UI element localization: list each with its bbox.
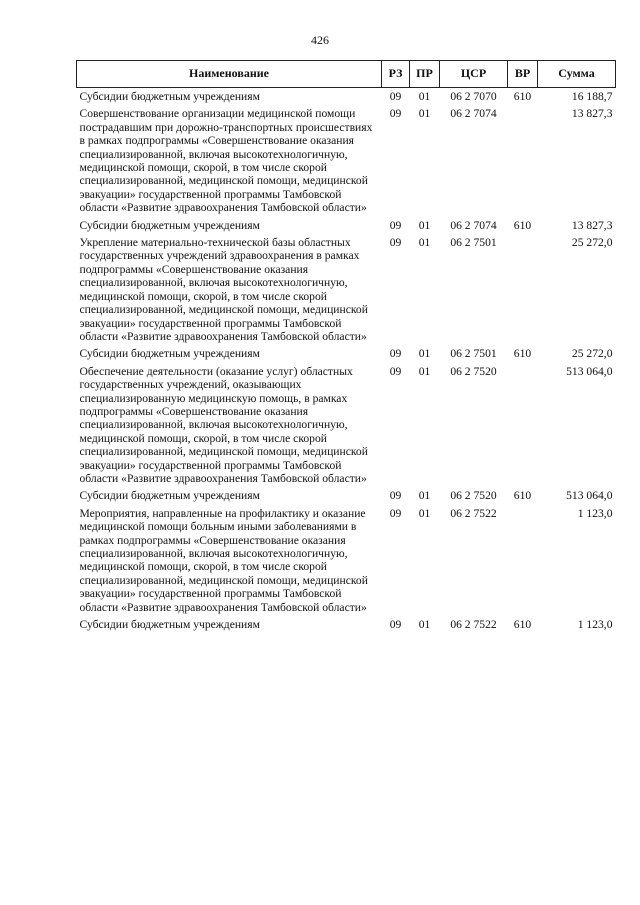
page-number: 426 [311,33,329,47]
row-sum: 13 827,3 [571,218,613,232]
budget-table [76,60,616,633]
row-vr: 610 [513,347,532,361]
table-row [77,363,616,488]
table-row [77,616,616,633]
row-sum: 25 272,0 [571,347,613,361]
row-csr: 06 2 7520 [450,489,497,503]
row-csr: 06 2 7074 [450,218,497,232]
table-header-row [77,61,616,88]
row-sum: 1 123,0 [577,506,613,520]
row-vr [508,363,538,488]
table-row [77,105,616,216]
row-vr: 610 [513,90,532,103]
table-row [77,234,616,345]
row-pr: 01 [418,90,431,103]
row-csr: 06 2 7074 [450,107,497,121]
header-csr: ЦСР [440,61,508,88]
row-name: Субсидии бюджетным учреждениям [79,618,260,632]
row-vr: 610 [513,218,532,232]
table-row [77,217,616,234]
row-pr: 01 [418,618,431,632]
row-pr: 01 [418,236,431,250]
row-pr: 01 [418,107,431,121]
row-rz: 09 [389,347,402,361]
table-row [77,88,616,106]
row-csr: 06 2 7501 [450,236,497,250]
row-rz: 09 [389,107,402,121]
row-vr [508,505,538,616]
header-vr: ВР [508,61,538,88]
header-name: Наименование [77,61,382,88]
row-sum: 13 827,3 [571,107,613,121]
header-pr: ПР [410,61,440,88]
row-vr: 610 [513,618,532,632]
row-name: Субсидии бюджетным учреждениям [79,90,260,103]
row-name: Мероприятия, направленные на профилактику и оказание медицинской помощи больным иными заболеваниями в рамках подпрограммы «Совершенствование оказания специализированной, включая высокотехнологичную, медицинской помощи, скорой, в том числе скорой специализированной, медицинской помощи, медицинской эвакуации» государственной программы Тамбовской области «Развитие здравоохранения Тамбовской области» [79,506,368,614]
row-name: Укрепление материально-технической базы областных государственных учреждений здравоохранения в рамках подпрограммы «Совершенствование оказания специализированной, включая высокотехнологичную, медицинской помощи, скорой, в том числе скорой специализированной, медицинской помощи, медицинской эвакуации» государственной программы Тамбовской области «Развитие здравоохранения Тамбовской области» [79,236,368,343]
row-name: Субсидии бюджетным учреждениям [79,347,260,361]
row-pr: 01 [418,347,431,361]
row-sum: 513 064,0 [566,364,613,378]
table-row [77,345,616,362]
row-rz: 09 [389,218,402,232]
row-pr: 01 [418,364,431,378]
row-rz: 09 [389,364,402,378]
row-csr: 06 2 7070 [450,90,497,103]
row-pr: 01 [418,218,431,232]
row-name: Субсидии бюджетным учреждениям [79,489,260,503]
row-sum: 16 188,7 [571,90,613,103]
row-sum: 25 272,0 [571,236,613,250]
row-rz: 09 [389,90,402,103]
table-row [77,487,616,504]
row-rz: 09 [389,489,402,503]
row-csr: 06 2 7520 [450,364,497,378]
row-name: Субсидии бюджетным учреждениям [79,218,260,232]
table-row [77,505,616,616]
row-pr: 01 [418,489,431,503]
row-name: Совершенствование организации медицинской помощи пострадавшим при дорожно-транспортных происшествиях в рамках подпрограммы «Совершенствование оказания специализированной, включая высокотехнологичную, медицинской помощи, скорой, в том числе скорой специализированной, медицинской помощи, медицинской эвакуации» государственной программы Тамбовской области «Развитие здравоохранения Тамбовской области» [79,107,373,215]
row-rz: 09 [389,506,402,520]
row-vr [508,105,538,216]
row-pr: 01 [418,506,431,520]
header-rz: РЗ [382,61,410,88]
row-sum: 1 123,0 [577,618,613,632]
row-csr: 06 2 7501 [450,347,497,361]
row-name: Обеспечение деятельности (оказание услуг) областных государственных учреждений, оказывающих специализированную медицинскую помощь, в рамках подпрограммы «Совершенствование оказания специализированной, включая высокотехнологичную, медицинской помощи, скорой, в том числе скорой специализированной, медицинской помощи, медицинской эвакуации» государственной программы Тамбовской области «Развитие здравоохранения Тамбовской области» [79,364,368,485]
row-vr [508,234,538,345]
row-sum: 513 064,0 [566,489,613,503]
header-sum: Сумма [538,61,616,88]
row-rz: 09 [389,236,402,250]
row-vr: 610 [513,489,532,503]
row-rz: 09 [389,618,402,632]
row-csr: 06 2 7522 [450,618,497,632]
row-csr: 06 2 7522 [450,506,497,520]
